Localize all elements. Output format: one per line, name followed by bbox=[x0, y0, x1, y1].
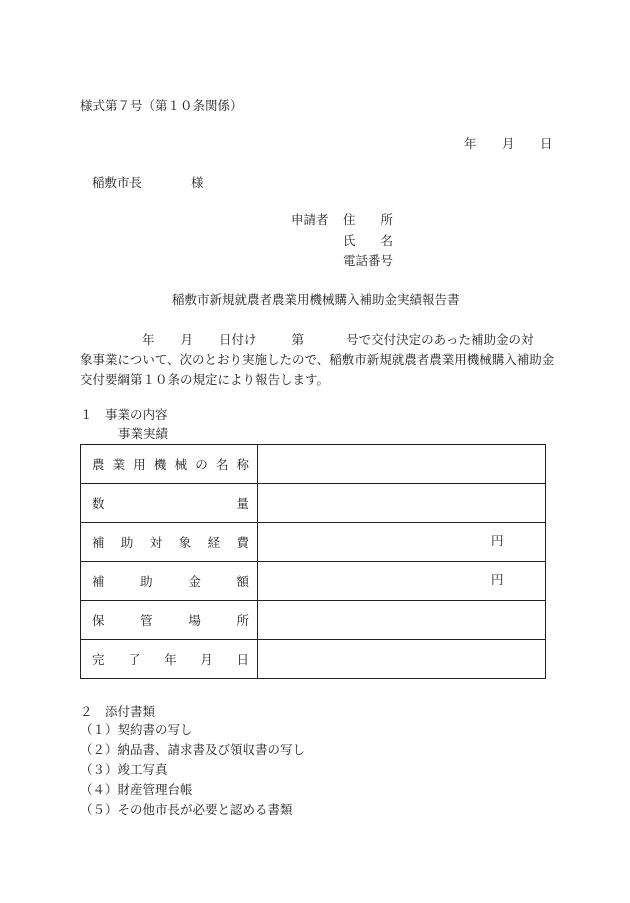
row-label bbox=[81, 523, 258, 562]
document-title: 稲敷市新規就農者農業用機械購入補助金実績報告書 bbox=[172, 292, 460, 307]
body-no: 第 bbox=[291, 332, 305, 347]
row-label-text: 補 助 金 額 bbox=[92, 574, 249, 589]
date-day: 日 bbox=[540, 136, 553, 151]
row-value-field[interactable] bbox=[258, 601, 546, 640]
row-label-text: 保 管 場 所 bbox=[92, 613, 249, 628]
body-dated: 日付け bbox=[219, 332, 257, 347]
row-value-field[interactable] bbox=[258, 523, 546, 562]
list-item: （４）財産管理台帳 bbox=[80, 782, 193, 797]
body-line-1-rest: 号で交付決定のあった補助金の対 bbox=[346, 332, 534, 347]
attachment-list bbox=[80, 720, 305, 820]
yen-unit: 円 bbox=[491, 572, 504, 587]
table-row bbox=[81, 562, 546, 601]
table-row bbox=[81, 601, 546, 640]
row-value-field[interactable] bbox=[258, 640, 546, 679]
row-label bbox=[81, 562, 258, 601]
body-paragraph bbox=[80, 330, 560, 390]
date-year: 年 bbox=[464, 136, 477, 151]
row-value-field[interactable] bbox=[258, 484, 546, 523]
body-line-1 bbox=[80, 330, 560, 350]
body-month: 月 bbox=[180, 332, 194, 347]
row-label bbox=[81, 640, 258, 679]
table-row bbox=[81, 640, 546, 679]
list-item: （５）その他市長が必要と認める書類 bbox=[80, 802, 293, 817]
body-line-2: 象事業について、次のとおり実施したので、稲敷市新規就農者農業用機械購入補助金 bbox=[80, 352, 555, 367]
applicant-label: 申請者 bbox=[291, 212, 329, 227]
applicant-phone-label: 電話番号 bbox=[343, 253, 394, 268]
list-item: （３）竣工写真 bbox=[80, 762, 168, 777]
form-number: 様式第７号（第１０条関係） bbox=[80, 98, 243, 113]
list-item: （２）納品書、請求書及び領収書の写し bbox=[80, 742, 306, 757]
table-row bbox=[81, 523, 546, 562]
list-item: （１）契約書の写し bbox=[80, 722, 193, 737]
row-label bbox=[81, 601, 258, 640]
addressee-honorific: 様 bbox=[191, 175, 204, 190]
row-label-text: 完 了 年 月 日 bbox=[92, 652, 249, 667]
body-line-3: 交付要綱第１０条の規定により報告します。 bbox=[80, 372, 330, 387]
applicant-address-label: 住 所 bbox=[343, 212, 394, 227]
row-value-field[interactable] bbox=[258, 445, 546, 484]
row-label bbox=[81, 445, 258, 484]
section-1-subheading: 事業実績 bbox=[118, 426, 169, 441]
body-year: 年 bbox=[142, 332, 155, 347]
section-2-heading: ２ 添付書類 bbox=[80, 704, 156, 719]
section-1-heading: １ 事業の内容 bbox=[80, 407, 168, 422]
addressee-name: 稲敷市長 bbox=[92, 175, 143, 190]
row-label-text: 補 助 対 象 経 費 bbox=[92, 535, 249, 550]
row-label bbox=[81, 484, 258, 523]
row-value-field[interactable] bbox=[258, 562, 546, 601]
row-label-text: 農 業 用 機 械 の 名 称 bbox=[92, 457, 249, 472]
table-row bbox=[81, 484, 546, 523]
date-month: 月 bbox=[502, 136, 515, 151]
table-row bbox=[81, 445, 546, 484]
row-label-text: 数 量 bbox=[92, 496, 249, 511]
results-table bbox=[80, 444, 546, 679]
yen-unit: 円 bbox=[491, 533, 504, 548]
applicant-name-label: 氏 名 bbox=[343, 233, 394, 248]
